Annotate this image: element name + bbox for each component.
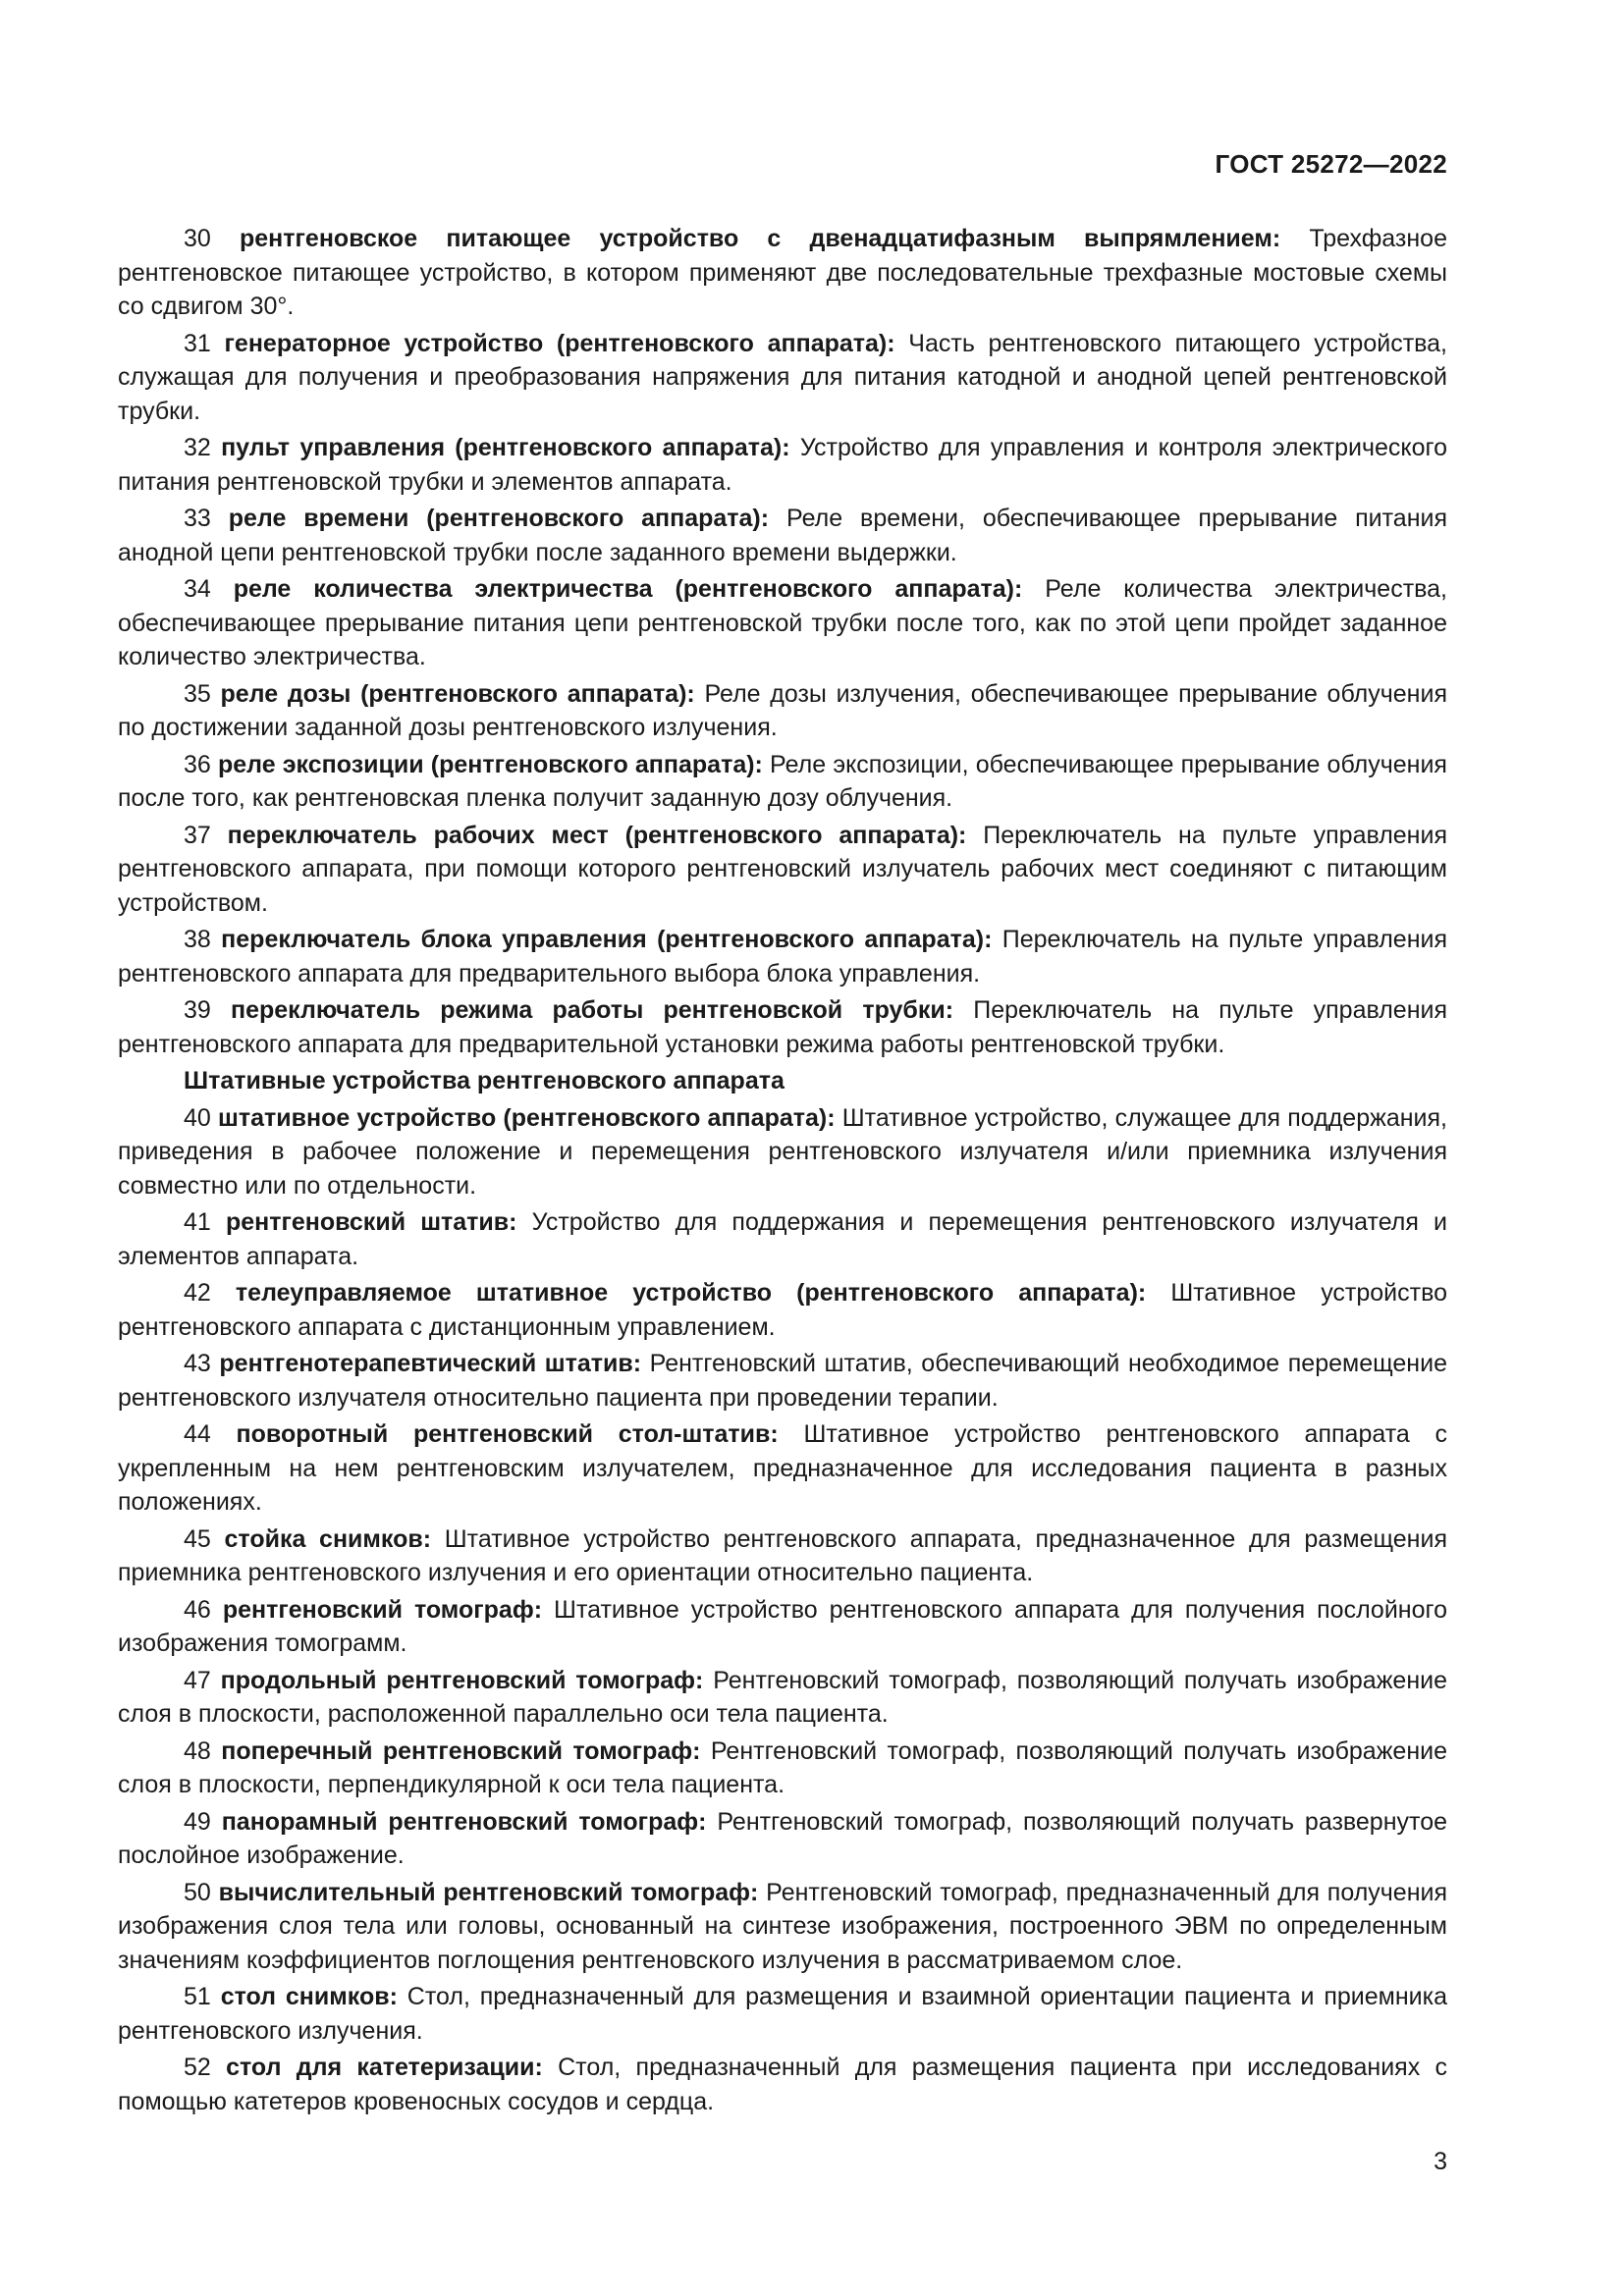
- entry-number: 45: [184, 1524, 211, 1553]
- entry-number: 52: [184, 2054, 211, 2081]
- entry-term: продольный рентгеновский томограф:: [220, 1666, 704, 1694]
- term-entry-41: [118, 1205, 1447, 1273]
- entry-definition: Стол, предназначенный для размещения пациента при исследованиях с помощью катетеров кровеносных сосудов и сердца.: [118, 2054, 1447, 2115]
- entry-definition: Штативное устройство рентгеновского аппарата с укрепленным на нем рентгеновским излучателем, предназначенное для исследования пациента в разных положениях.: [118, 1420, 1448, 1516]
- entry-term: вычислительный рентгеновский томограф:: [218, 1878, 759, 1906]
- entry-definition: Устройство для управления и контроля электрического питания рентгеновской трубки и элементов аппарата.: [118, 434, 1447, 496]
- term-entry-44: [118, 1417, 1447, 1520]
- entry-term: переключатель режима работы рентгеновской трубки:: [231, 996, 954, 1024]
- entry-term: пульт управления (рентгеновского аппарата):: [221, 434, 790, 461]
- section-heading: Штативные устройства рентгеновского аппарата: [184, 1067, 785, 1095]
- entry-term: реле количества электричества (рентгеновского аппарата):: [233, 575, 1023, 603]
- entry-number: 46: [184, 1595, 211, 1624]
- entry-definition: Устройство для поддержания и перемещения рентгеновского излучателя и элементов аппарата.: [118, 1208, 1447, 1270]
- term-entry-32: [118, 431, 1447, 499]
- entry-number: 51: [184, 1983, 211, 2010]
- entry-number: 34: [184, 575, 211, 603]
- entry-term: стол для катетеризации:: [226, 2054, 543, 2081]
- entry-term: поперечный рентгеновский томограф:: [221, 1736, 701, 1765]
- entry-term: рентгенотерапевтический штатив:: [219, 1350, 642, 1377]
- entry-definition: Переключатель на пульте управления рентгеновского аппарата, при помощи которого рентгеновский излучатель рабочих мест соединяют с питающим устройством.: [118, 821, 1447, 917]
- entry-number: 41: [184, 1208, 211, 1236]
- page-number: 3: [1434, 2148, 1447, 2175]
- term-entry-39: [118, 993, 1447, 1061]
- term-entry-42: [118, 1276, 1447, 1344]
- entry-term: панорамный рентгеновский томограф:: [221, 1807, 707, 1836]
- entry-number: 42: [184, 1279, 211, 1307]
- entry-term: генераторное устройство (рентгеновского аппарата):: [224, 329, 895, 357]
- entry-definition: Реле дозы излучения, обеспечивающее прерывание облучения по достижении заданной дозы рентгеновского излучения.: [118, 679, 1447, 741]
- standard-id: ГОСТ 25272—2022: [1215, 149, 1447, 179]
- term-entry-35: [118, 677, 1447, 745]
- entry-term: рентгеновское питающее устройство с двенадцатифазным выпрямлением:: [240, 225, 1281, 252]
- term-entry-36: [118, 748, 1447, 816]
- term-entry-33: [118, 502, 1447, 569]
- entry-definition: Переключатель на пульте управления рентгеновского аппарата для предварительного выбора блока управления.: [118, 926, 1448, 988]
- entry-number: 38: [184, 926, 211, 953]
- term-entry-47: [118, 1664, 1447, 1732]
- entry-number: 49: [184, 1807, 211, 1836]
- entry-number: 31: [184, 329, 211, 357]
- entry-definition: Рентгеновский штатив, обеспечивающий необходимое перемещение рентгеновского излучателя относительно пациента при проведении терапии.: [118, 1350, 1447, 1412]
- entry-term: реле дозы (рентгеновского аппарата):: [220, 679, 695, 708]
- entry-number: 30: [184, 225, 211, 252]
- entry-term: переключатель рабочих мест (рентгеновского аппарата):: [227, 821, 967, 849]
- entry-definition: Штативное устройство, служащее для поддержания, приведения в рабочее положение и перемещения рентгеновского излучателя и/или приемника излучения совместно или по отдельности.: [118, 1103, 1447, 1200]
- entry-term: поворотный рентгеновский стол-штатив:: [236, 1420, 779, 1448]
- entry-term: штативное устройство (рентгеновского аппарата):: [218, 1103, 836, 1132]
- term-entry-31: [118, 327, 1447, 429]
- entry-number: 50: [184, 1878, 211, 1906]
- term-entry-34: [118, 572, 1447, 674]
- entry-number: 43: [184, 1350, 211, 1377]
- entry-definition: Штативное устройство рентгеновского аппарата с дистанционным управлением.: [118, 1279, 1447, 1341]
- entry-number: 32: [184, 434, 211, 461]
- entry-definition: Реле времени, обеспечивающее прерывание питания анодной цепи рентгеновской трубки после заданного времени выдержки.: [118, 505, 1447, 566]
- entry-number: 37: [184, 821, 211, 849]
- entry-definition: Трехфазное рентгеновское питающее устройство, в котором применяют две последовательные трехфазные мостовые схемы со сдвигом 30°.: [118, 225, 1447, 320]
- entry-definition: Рентгеновский томограф, позволяющий получать изображение слоя в плоскости, расположенной параллельно оси тела пациента.: [118, 1666, 1448, 1728]
- entry-term: реле времени (рентгеновского аппарата):: [228, 505, 770, 532]
- term-entry-43: [118, 1347, 1447, 1415]
- entry-definition: Переключатель на пульте управления рентгеновского аппарата для предварительной установки режима работы рентгеновской трубки.: [118, 996, 1448, 1058]
- term-entry-46: [118, 1593, 1447, 1661]
- term-entry-52: [118, 2051, 1447, 2118]
- entry-term: стойка снимков:: [224, 1524, 432, 1553]
- entry-number: 40: [184, 1103, 211, 1132]
- term-entry-48: [118, 1735, 1447, 1802]
- entry-number: 33: [184, 505, 211, 532]
- term-entry-45: [118, 1522, 1447, 1590]
- entry-definition: Рентгеновский томограф, позволяющий получать изображение слоя в плоскости, перпендикулярной к оси тела пациента.: [118, 1736, 1447, 1798]
- entry-number: 36: [184, 750, 211, 778]
- term-entry-50: [118, 1876, 1447, 1978]
- term-entry-40: [118, 1101, 1447, 1203]
- term-entry-38: [118, 923, 1447, 990]
- entry-definition: Рентгеновский томограф, позволяющий получать развернутое послойное изображение.: [118, 1807, 1447, 1869]
- entry-number: 39: [184, 996, 211, 1024]
- entry-definition: Часть рентгеновского питающего устройства, служащая для получения и преобразования напряжения для питания катодной и анодной цепей рентгеновской трубки.: [118, 329, 1447, 425]
- entry-definition: Реле экспозиции, обеспечивающее прерывание облучения после того, как рентгеновская пленка получит заданную дозу облучения.: [118, 750, 1447, 812]
- entry-term: стол снимков:: [220, 1983, 398, 2010]
- entry-number: 44: [184, 1420, 211, 1448]
- entry-definition: Стол, предназначенный для размещения и взаимной ориентации пациента и приемника рентгеновского излучения.: [118, 1983, 1447, 2045]
- entry-definition: Штативное устройство рентгеновского аппарата для получения послойного изображения томограмм.: [118, 1595, 1447, 1657]
- entry-term: переключатель блока управления (рентгеновского аппарата):: [221, 926, 993, 953]
- entry-definition: Реле количества электричества, обеспечивающее прерывание питания цепи рентгеновской трубки после того, как по этой цепи пройдет заданное количество электричества.: [118, 575, 1448, 670]
- term-entry-30: [118, 222, 1447, 324]
- entry-definition: Штативное устройство рентгеновского аппарата, предназначенное для размещения приемника рентгеновского излучения и его ориентации относительно пациента.: [118, 1524, 1447, 1586]
- term-entry-51: [118, 1980, 1447, 2048]
- entry-term: рентгеновский томограф:: [222, 1595, 543, 1624]
- entry-number: 35: [184, 679, 211, 708]
- entry-term: реле экспозиции (рентгеновского аппарата):: [217, 750, 763, 778]
- term-entry-49: [118, 1805, 1447, 1873]
- entry-term: телеуправляемое штативное устройство (рентгеновского аппарата):: [235, 1279, 1147, 1307]
- entry-definition: Рентгеновский томограф, предназначенный для получения изображения слоя тела или головы, основанный на синтезе изображения, построенного ЭВМ по определенным значениям коэффициентов поглощения рентгеновского излучения в рассматриваемом слое.: [118, 1878, 1448, 1974]
- entry-number: 47: [184, 1666, 211, 1694]
- entry-term: рентгеновский штатив:: [225, 1208, 517, 1236]
- entry-number: 48: [184, 1736, 211, 1765]
- term-entry-37: [118, 819, 1447, 921]
- document-body: [118, 222, 1447, 2121]
